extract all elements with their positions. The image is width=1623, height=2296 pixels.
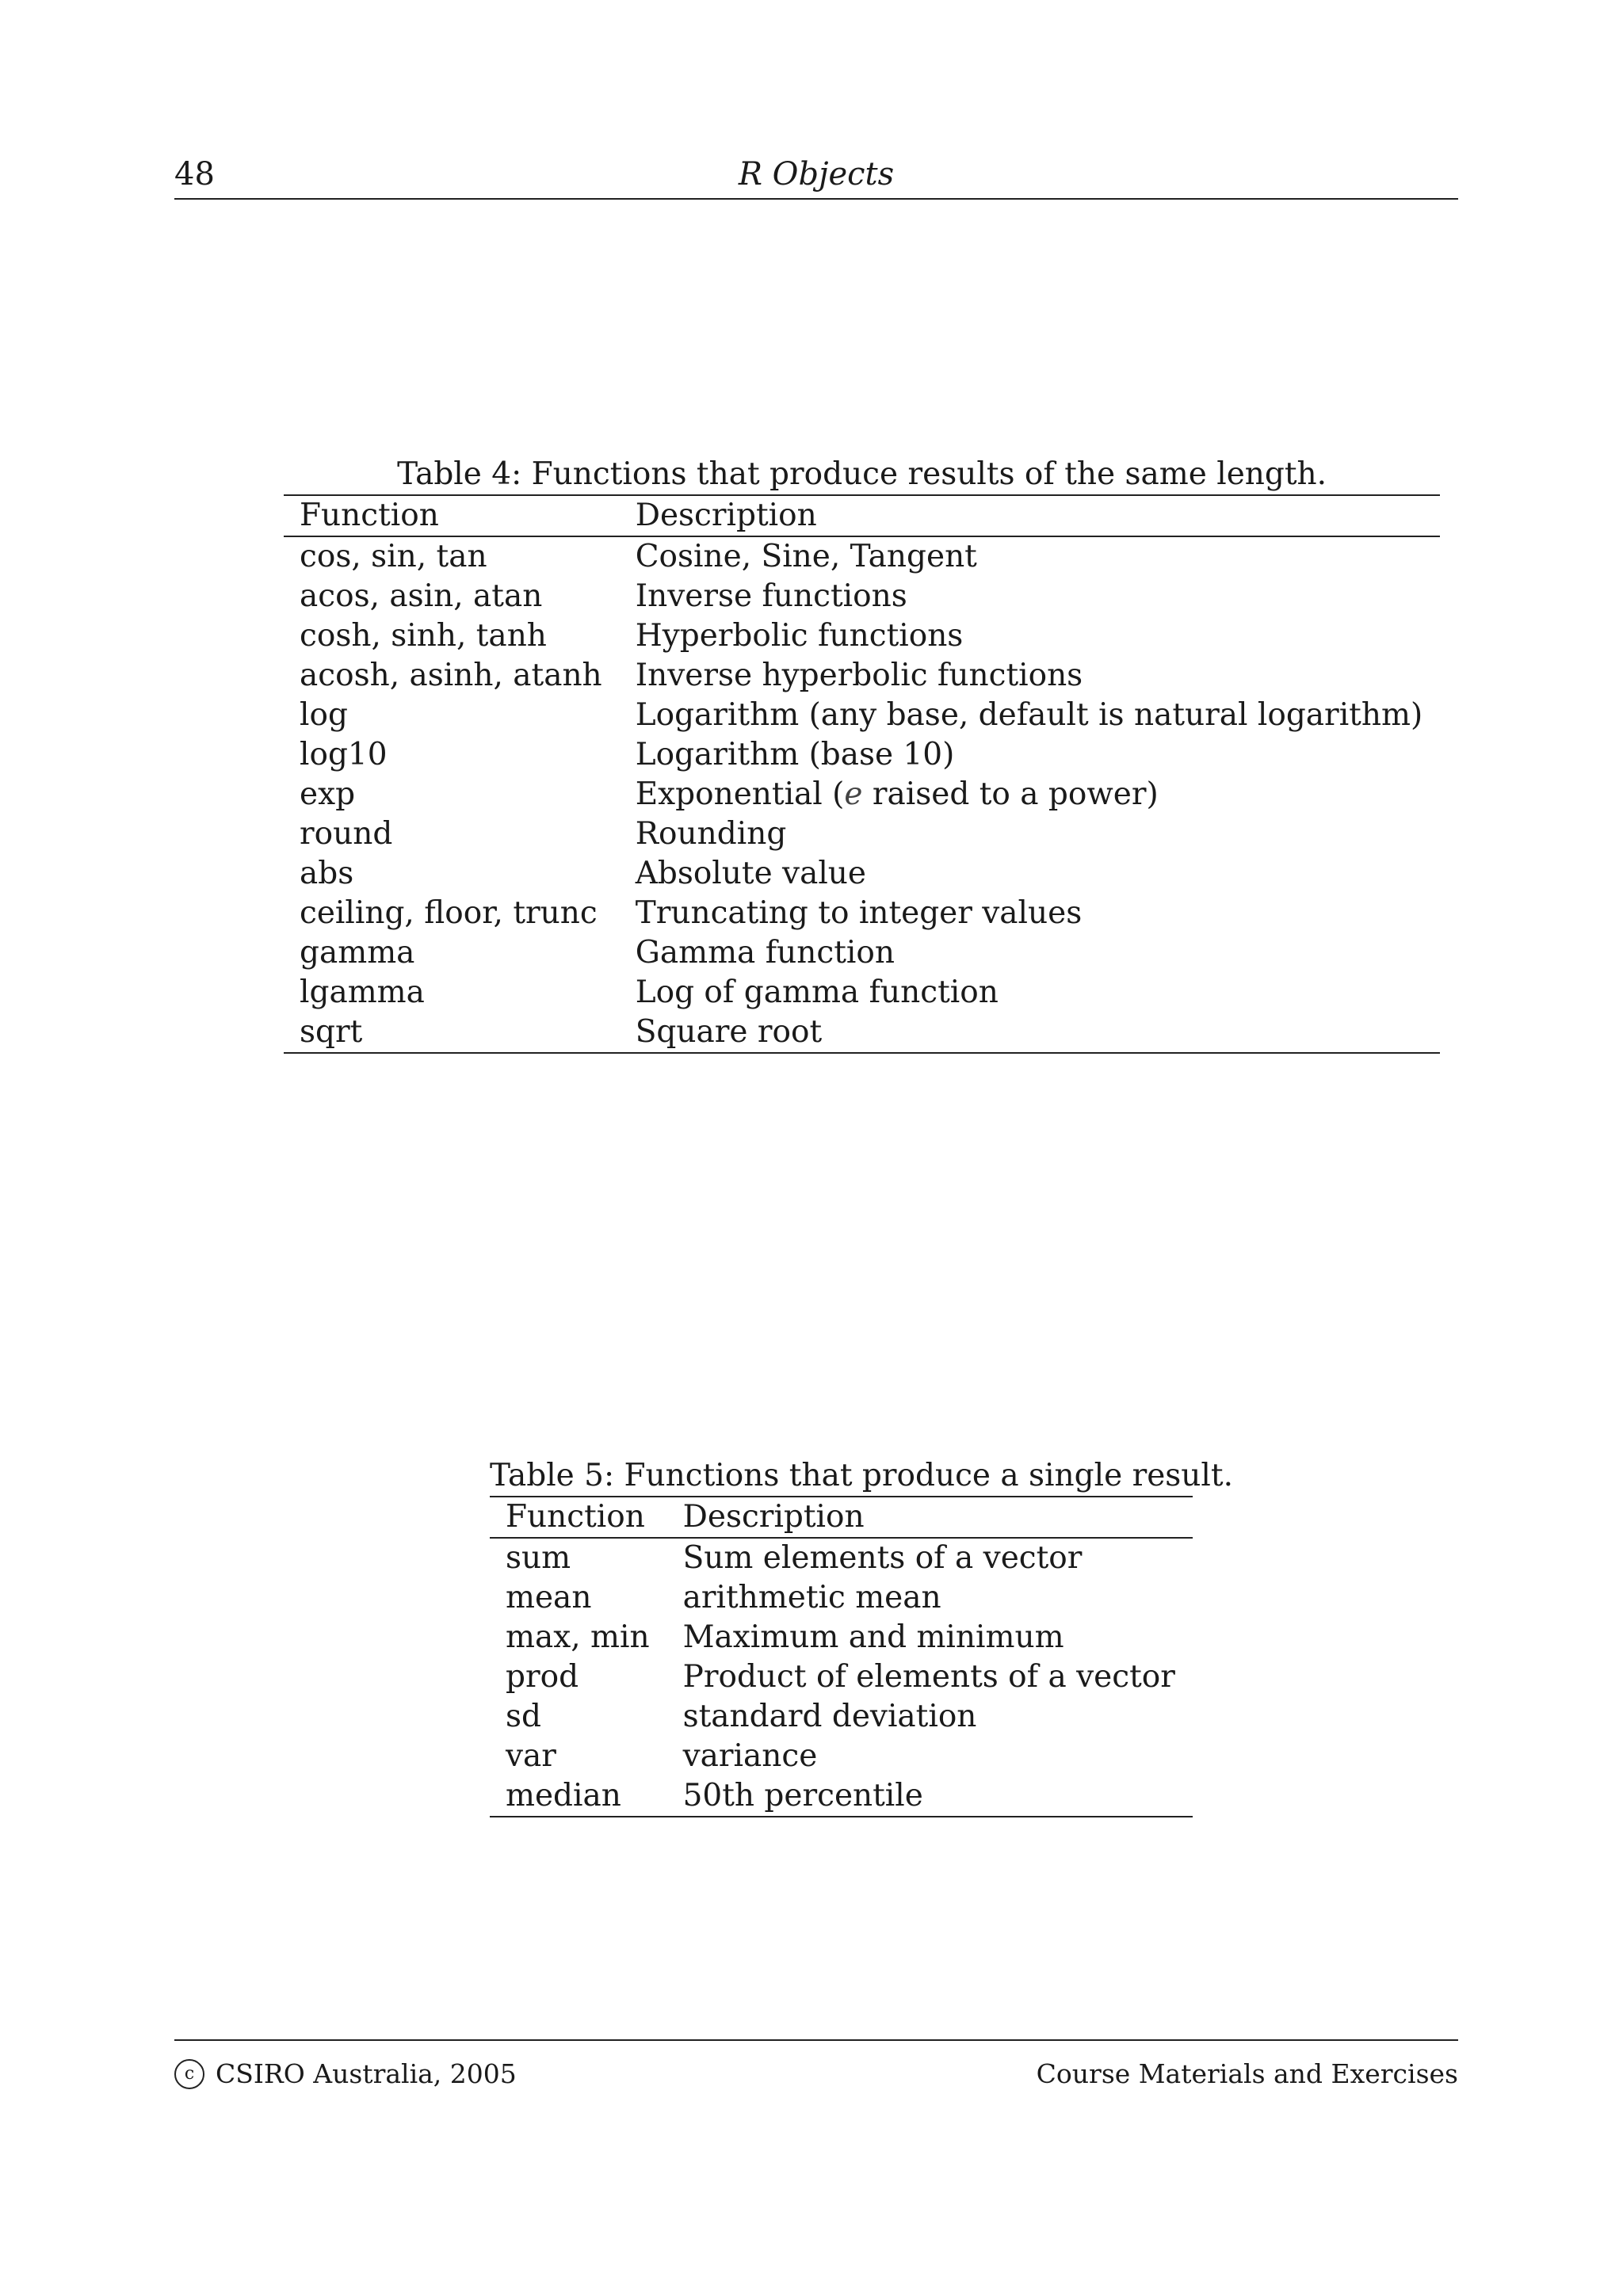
- table-4-caption: Table 4: Functions that produce results of the same length.: [397, 456, 1327, 492]
- function-cell: gamma: [300, 935, 415, 971]
- table-row: [284, 656, 1440, 696]
- page-number: 48: [174, 156, 215, 193]
- table-header-row: [490, 1497, 1193, 1538]
- function-cell: exp: [300, 776, 356, 812]
- table-row: [490, 1737, 1193, 1776]
- exp-desc-after: raised to a power): [862, 776, 1159, 812]
- table-5: [490, 1456, 1233, 1817]
- description-cell: Hyperbolic functions: [635, 618, 964, 654]
- function-cell: ceiling, floor, trunc: [300, 895, 598, 931]
- description-cell: Cosine, Sine, Tangent: [635, 539, 977, 574]
- table-4: [284, 455, 1440, 1054]
- table-row: [284, 577, 1440, 616]
- function-cell: abs: [300, 856, 354, 891]
- description-cell: Logarithm (base 10): [635, 737, 955, 772]
- function-cell: max, min: [506, 1619, 650, 1655]
- description-cell: standard deviation: [682, 1699, 977, 1734]
- table-row: [284, 616, 1440, 656]
- table-row: [490, 1776, 1193, 1817]
- description-cell: variance: [682, 1738, 818, 1774]
- copyright-icon: c: [174, 2059, 204, 2089]
- description-cell: Sum elements of a vector: [682, 1540, 1083, 1576]
- table-row: [284, 814, 1440, 854]
- table-row: [284, 536, 1440, 577]
- table-row: [284, 894, 1440, 933]
- table-row: [490, 1618, 1193, 1657]
- description-cell: Logarithm (any base, default is natural logarithm): [635, 697, 1423, 733]
- running-title: R Objects: [738, 156, 895, 193]
- footer-copyright: [174, 2057, 517, 2092]
- function-cell: mean: [506, 1580, 592, 1615]
- column-header-description: Description: [635, 498, 817, 533]
- function-cell: sd: [506, 1699, 541, 1734]
- description-cell: Rounding: [635, 816, 787, 852]
- math-variable-e: e: [844, 776, 863, 812]
- column-header-function: Function: [300, 498, 439, 533]
- function-cell: var: [506, 1738, 556, 1774]
- table-row: [490, 1697, 1193, 1737]
- footer-left-text: CSIRO Australia, 2005: [216, 2058, 517, 2089]
- function-cell: round: [300, 816, 393, 852]
- description-cell: Inverse hyperbolic functions: [635, 658, 1083, 693]
- column-header-description: Description: [682, 1499, 865, 1535]
- exp-desc-before: Exponential (: [635, 776, 845, 812]
- function-cell: acosh, asinh, atanh: [300, 658, 602, 693]
- column-header-function: Function: [506, 1499, 645, 1535]
- description-cell: Truncating to integer values: [635, 895, 1083, 931]
- description-cell: 50th percentile: [682, 1778, 923, 1814]
- table-row: [490, 1578, 1193, 1618]
- function-cell: median: [506, 1778, 621, 1814]
- function-cell: lgamma: [300, 974, 425, 1010]
- table-row: [284, 973, 1440, 1013]
- description-cell: Inverse functions: [635, 578, 907, 614]
- description-cell: Product of elements of a vector: [682, 1659, 1175, 1695]
- function-cell: cos, sin, tan: [300, 539, 487, 574]
- table-5-caption: Table 5: Functions that produce a single result.: [490, 1458, 1233, 1493]
- table-row: [284, 933, 1440, 973]
- function-cell: cosh, sinh, tanh: [300, 618, 547, 654]
- function-cell: prod: [506, 1659, 579, 1695]
- table-row: [284, 696, 1440, 735]
- description-cell: Maximum and minimum: [682, 1619, 1064, 1655]
- table-row: [490, 1538, 1193, 1578]
- function-cell: log: [300, 697, 348, 733]
- function-cell: log10: [300, 737, 388, 772]
- page-footer: [174, 2039, 1458, 2104]
- footer-right-text: Course Materials and Exercises: [1036, 2058, 1458, 2089]
- description-cell: Absolute value: [635, 856, 867, 891]
- description-cell: arithmetic mean: [682, 1580, 941, 1615]
- table-header-row: [284, 495, 1440, 536]
- table-row: [284, 1013, 1440, 1053]
- description-cell: Square root: [635, 1014, 823, 1050]
- function-cell: acos, asin, atan: [300, 578, 543, 614]
- table-row: [284, 854, 1440, 894]
- table-row: [490, 1657, 1193, 1697]
- page-header: [174, 155, 1458, 200]
- table-row: [284, 735, 1440, 775]
- table-row: [284, 775, 1440, 814]
- table-4-grid: [284, 494, 1440, 1054]
- description-cell: [620, 775, 1440, 814]
- description-cell: Log of gamma function: [635, 974, 999, 1010]
- table-5-grid: [490, 1496, 1193, 1817]
- description-cell: Gamma function: [635, 935, 895, 971]
- function-cell: sqrt: [300, 1014, 363, 1050]
- function-cell: sum: [506, 1540, 571, 1576]
